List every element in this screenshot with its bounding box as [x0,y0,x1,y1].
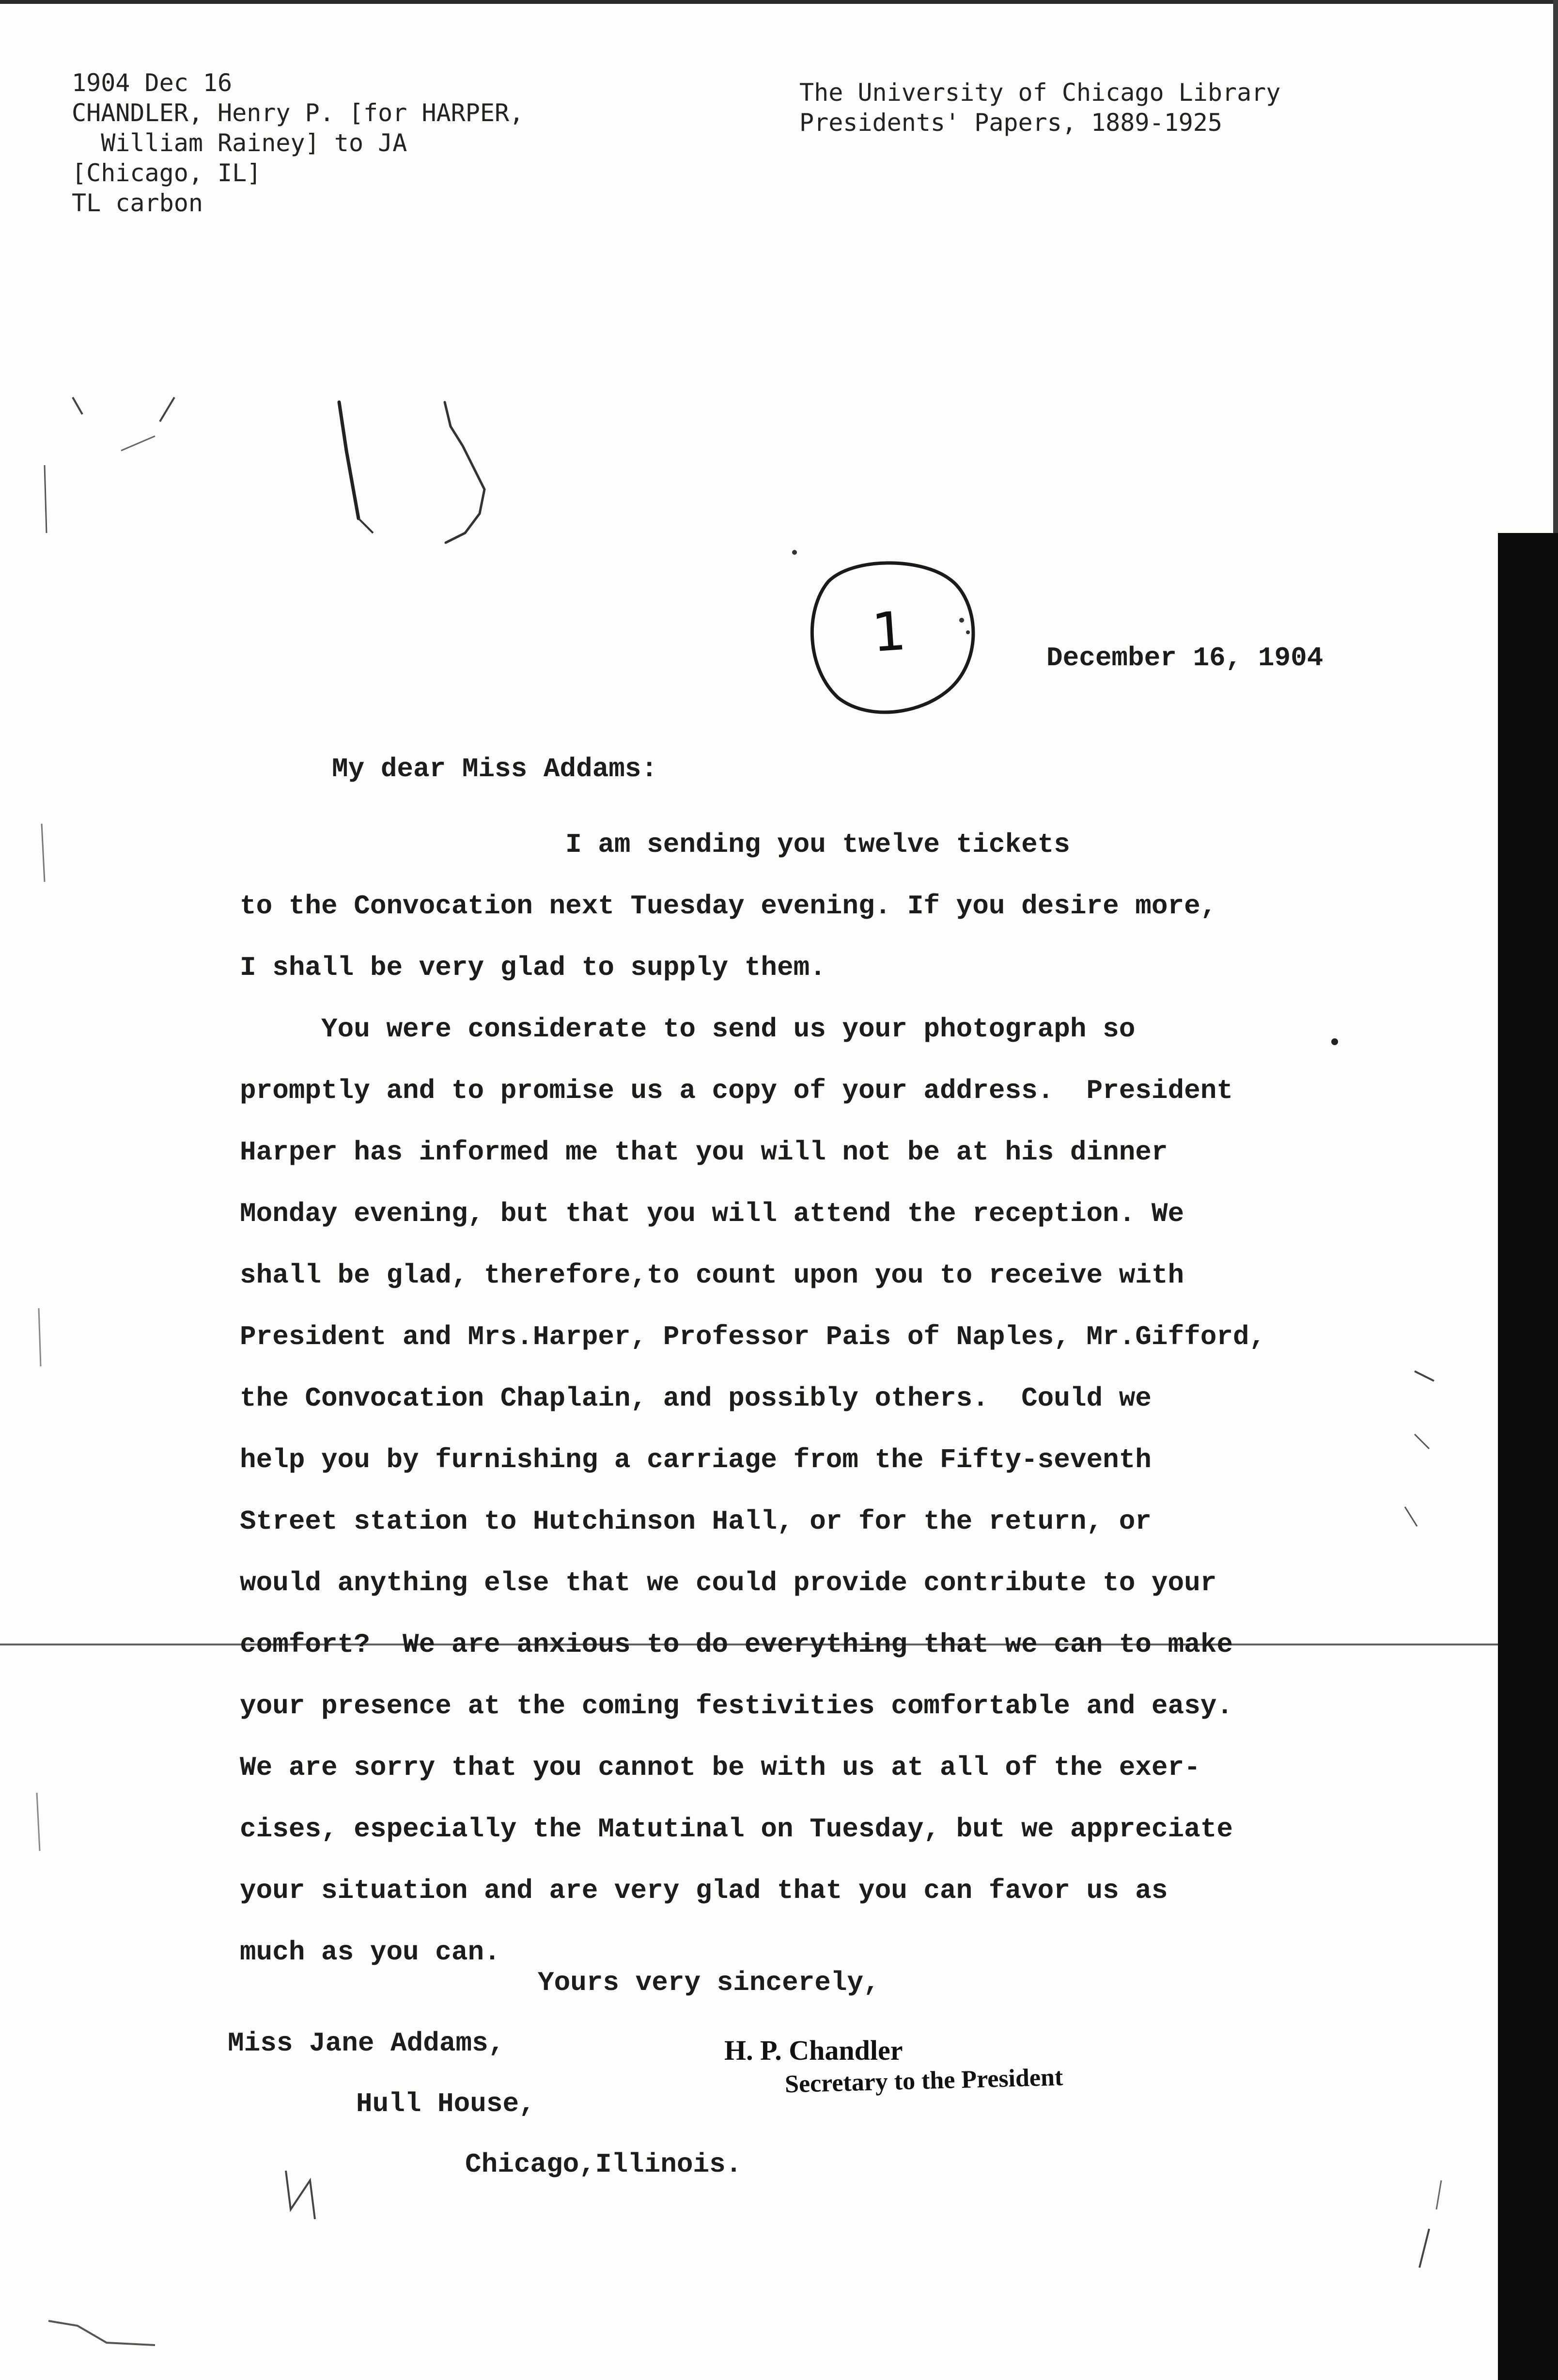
body-line: I am sending you twelve tickets [240,829,1070,860]
letter-body [240,814,1480,1983]
body-line: Monday evening, but that you will attend the reception. We [240,1198,1184,1229]
body-line: help you by furnishing a carriage from the Fifty-seventh [240,1444,1152,1475]
body-line: cises, especially the Matutinal on Tuesday, but we appreciate [240,1814,1233,1845]
addressee-city: Chicago,Illinois. [465,2149,742,2180]
body-line: to the Convocation next Tuesday evening. If you desire more, [240,891,1217,922]
body-line: shall be glad, therefore,to count upon you to receive with [240,1260,1184,1291]
letter-date: December 16, 1904 [1046,642,1324,673]
body-line: I shall be very glad to supply them. [240,952,826,983]
body-line: the Convocation Chaplain, and possibly others. Could we [240,1383,1152,1414]
body-line: promptly and to promise us a copy of your address. President [240,1075,1233,1106]
body-line: We are sorry that you cannot be with us at all of the exer- [240,1752,1200,1783]
body-line: Harper has informed me that you will not be at his dinner [240,1137,1168,1168]
body-line: President and Mrs.Harper, Professor Pais of Naples, Mr.Gifford, [240,1321,1266,1352]
signature-stamp-name: H. P. Chandler [724,2035,903,2066]
archive-library: The University of Chicago Library [799,78,1281,107]
body-line: comfort? We are anxious to do everything that we can to make [240,1629,1233,1660]
body-line: your presence at the coming festivities comfortable and easy. [240,1691,1233,1722]
body-line: You were considerate to send us your photograph so [240,1014,1136,1045]
page-number-mark: 1 [870,599,908,664]
archive-author-cont: William Rainey] to JA [72,129,407,157]
body-line: would anything else that we could provide contribute to your [240,1567,1217,1598]
archive-author: CHANDLER, Henry P. [for HARPER, [72,99,524,127]
letter-salutation: My dear Miss Addams: [332,753,658,784]
body-line: much as you can. [240,1937,500,1968]
archive-format: TL carbon [72,189,203,217]
archive-series: Presidents' Papers, 1889-1925 [799,109,1222,137]
addressee-street: Hull House, [356,2088,535,2119]
addressee-name: Miss Jane Addams, [228,2028,505,2059]
signature-stamp-title: Secretary to the President [784,2063,1063,2098]
letter-closing: Yours very sincerely, [538,1967,880,1998]
body-line: your situation and are very glad that you can favor us as [240,1875,1168,1906]
body-line: Street station to Hutchinson Hall, or for the return, or [240,1506,1152,1537]
archive-place: [Chicago, IL] [72,159,262,187]
archive-date: 1904 Dec 16 [72,69,233,97]
